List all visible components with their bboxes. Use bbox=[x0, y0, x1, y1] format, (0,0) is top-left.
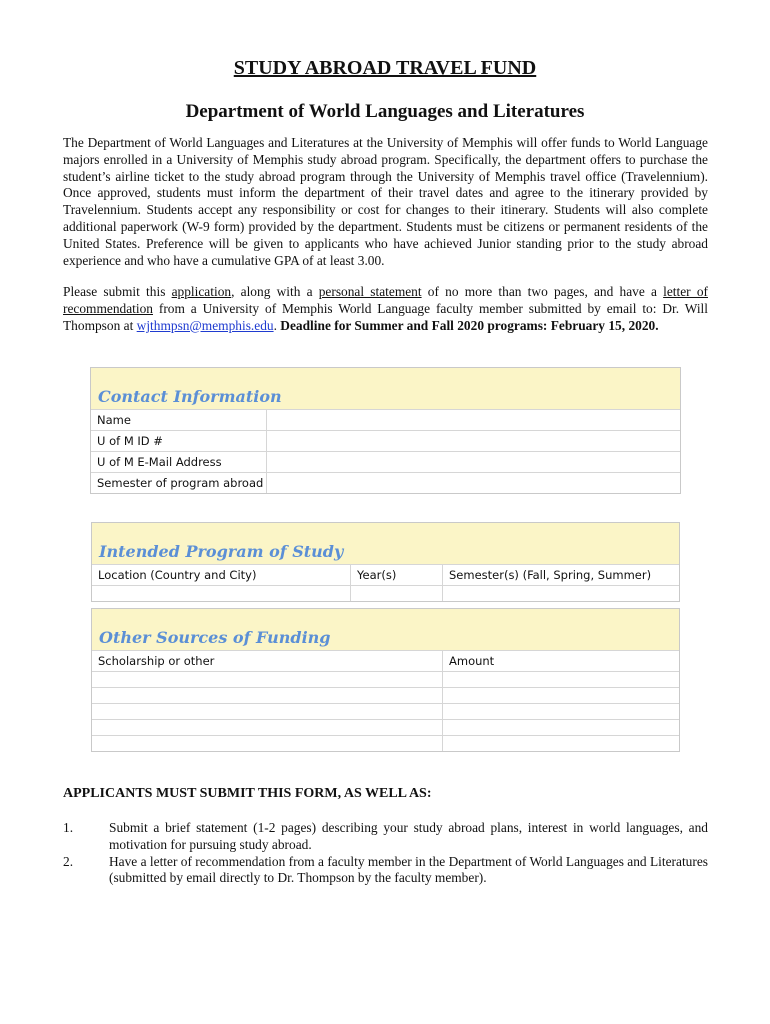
contact-row-email bbox=[91, 452, 680, 473]
funding-row bbox=[92, 672, 679, 688]
contact-row-id bbox=[91, 431, 680, 452]
funding-header bbox=[92, 609, 679, 651]
location-column: Location (Country and City) bbox=[92, 565, 351, 585]
department-subtitle: Department of World Languages and Literatures bbox=[185, 101, 585, 122]
deadline-text: Deadline for Summer and Fall 2020 programs: February 15, 2020 bbox=[280, 317, 656, 333]
program-header bbox=[92, 523, 679, 565]
contact-row-semester bbox=[91, 473, 680, 493]
contact-information-title: Contact Information bbox=[98, 387, 282, 406]
funding-row bbox=[92, 736, 679, 751]
submit-text-2: , along with a bbox=[231, 284, 319, 299]
application-link[interactable]: application bbox=[171, 284, 232, 299]
funding-title: Other Sources of Funding bbox=[99, 628, 331, 647]
amount-column: Amount bbox=[449, 654, 495, 668]
name-field[interactable] bbox=[267, 410, 680, 430]
submit-text-4: from a University of Memphis World Language faculty member submitted by email to: Dr. Will Thompson at bbox=[63, 300, 708, 333]
submit-text-1: Please submit this bbox=[63, 284, 172, 299]
program-section bbox=[91, 522, 680, 602]
list-item-number: 1. bbox=[63, 820, 74, 835]
id-label: U of M ID # bbox=[91, 431, 267, 451]
scholarship-field[interactable] bbox=[92, 720, 443, 735]
submit-text-5: . bbox=[273, 317, 281, 333]
amount-field[interactable] bbox=[443, 672, 679, 687]
requirements-heading: APPLICANTS MUST SUBMIT THIS FORM, AS WELL AS: bbox=[63, 786, 432, 801]
location-field[interactable] bbox=[92, 586, 351, 601]
amount-field[interactable] bbox=[443, 688, 679, 703]
contact-information-header bbox=[91, 368, 680, 410]
page-title: STUDY ABROAD TRAVEL FUND bbox=[233, 57, 537, 79]
list-item bbox=[63, 854, 708, 888]
funding-row bbox=[92, 704, 679, 720]
submit-text-3: of no more than two pages, and have a bbox=[421, 284, 664, 299]
semester-field[interactable] bbox=[267, 473, 680, 493]
program-header-row bbox=[92, 565, 679, 586]
scholarship-field[interactable] bbox=[92, 672, 443, 687]
program-input-row bbox=[92, 586, 679, 601]
name-label: Name bbox=[91, 410, 267, 430]
letter-of-recommendation-link[interactable]: letter of recommendation bbox=[63, 284, 708, 316]
years-field[interactable] bbox=[351, 586, 443, 601]
contact-row-name bbox=[91, 410, 680, 431]
scholarship-field[interactable] bbox=[92, 736, 443, 751]
list-item bbox=[63, 820, 708, 854]
funding-row bbox=[92, 688, 679, 704]
scholarship-field[interactable] bbox=[92, 704, 443, 719]
email-label: U of M E-Mail Address bbox=[91, 452, 267, 472]
years-column: Year(s) bbox=[351, 565, 443, 585]
semesters-column: Semester(s) (Fall, Spring, Summer) bbox=[449, 568, 652, 582]
amount-field[interactable] bbox=[443, 736, 679, 751]
semesters-field[interactable] bbox=[443, 586, 679, 601]
list-item-text: Have a letter of recommendation from a faculty member in the Department of World Languages and Literatures (submitted by email directly to Dr. Thompson by the faculty member). bbox=[109, 853, 708, 886]
funding-section bbox=[91, 608, 680, 752]
id-field[interactable] bbox=[267, 431, 680, 451]
scholarship-column: Scholarship or other bbox=[92, 651, 443, 671]
requirements-list bbox=[63, 820, 708, 887]
amount-field[interactable] bbox=[443, 720, 679, 735]
funding-row bbox=[92, 720, 679, 736]
amount-field[interactable] bbox=[443, 704, 679, 719]
semester-label: Semester of program abroad bbox=[91, 473, 267, 493]
intro-paragraph: The Department of World Languages and Literatures at the University of Memphis will offer funds to World Language majors enrolled in a University of Memphis study abroad program. Specifically, the department offers to purchase the student’s airline ticket to the study abroad program through the University of Memphis travel office (Travelennium). Once approved, students must inform the department of their travel dates and agree to the itinerary provided by Travelennium. Students accept any responsibility or cost for changes to their itinerary. Students will also complete additional paperwork (W-9 form) provided by the department. Students must be citizens or permanent residents of the United States. Preference will be given to applicants who have achieved Junior standing prior to the study abroad experience and who have a cumulative GPA of at least 3.00. bbox=[63, 135, 708, 268]
contact-information-section bbox=[90, 367, 681, 494]
funding-header-row bbox=[92, 651, 679, 672]
submit-text-6: . bbox=[655, 317, 659, 333]
list-item-number: 2. bbox=[63, 853, 74, 869]
submit-paragraph bbox=[63, 284, 708, 334]
list-item-text: Submit a brief statement (1-2 pages) describing your study abroad plans, interest in world languages, and motivation for pursuing study abroad. bbox=[109, 820, 708, 852]
email-field[interactable] bbox=[267, 452, 680, 472]
program-title: Intended Program of Study bbox=[99, 542, 344, 561]
email-link[interactable]: wjthmpsn@memphis.edu bbox=[136, 317, 274, 333]
scholarship-field[interactable] bbox=[92, 688, 443, 703]
personal-statement-link[interactable]: personal statement bbox=[318, 284, 422, 299]
